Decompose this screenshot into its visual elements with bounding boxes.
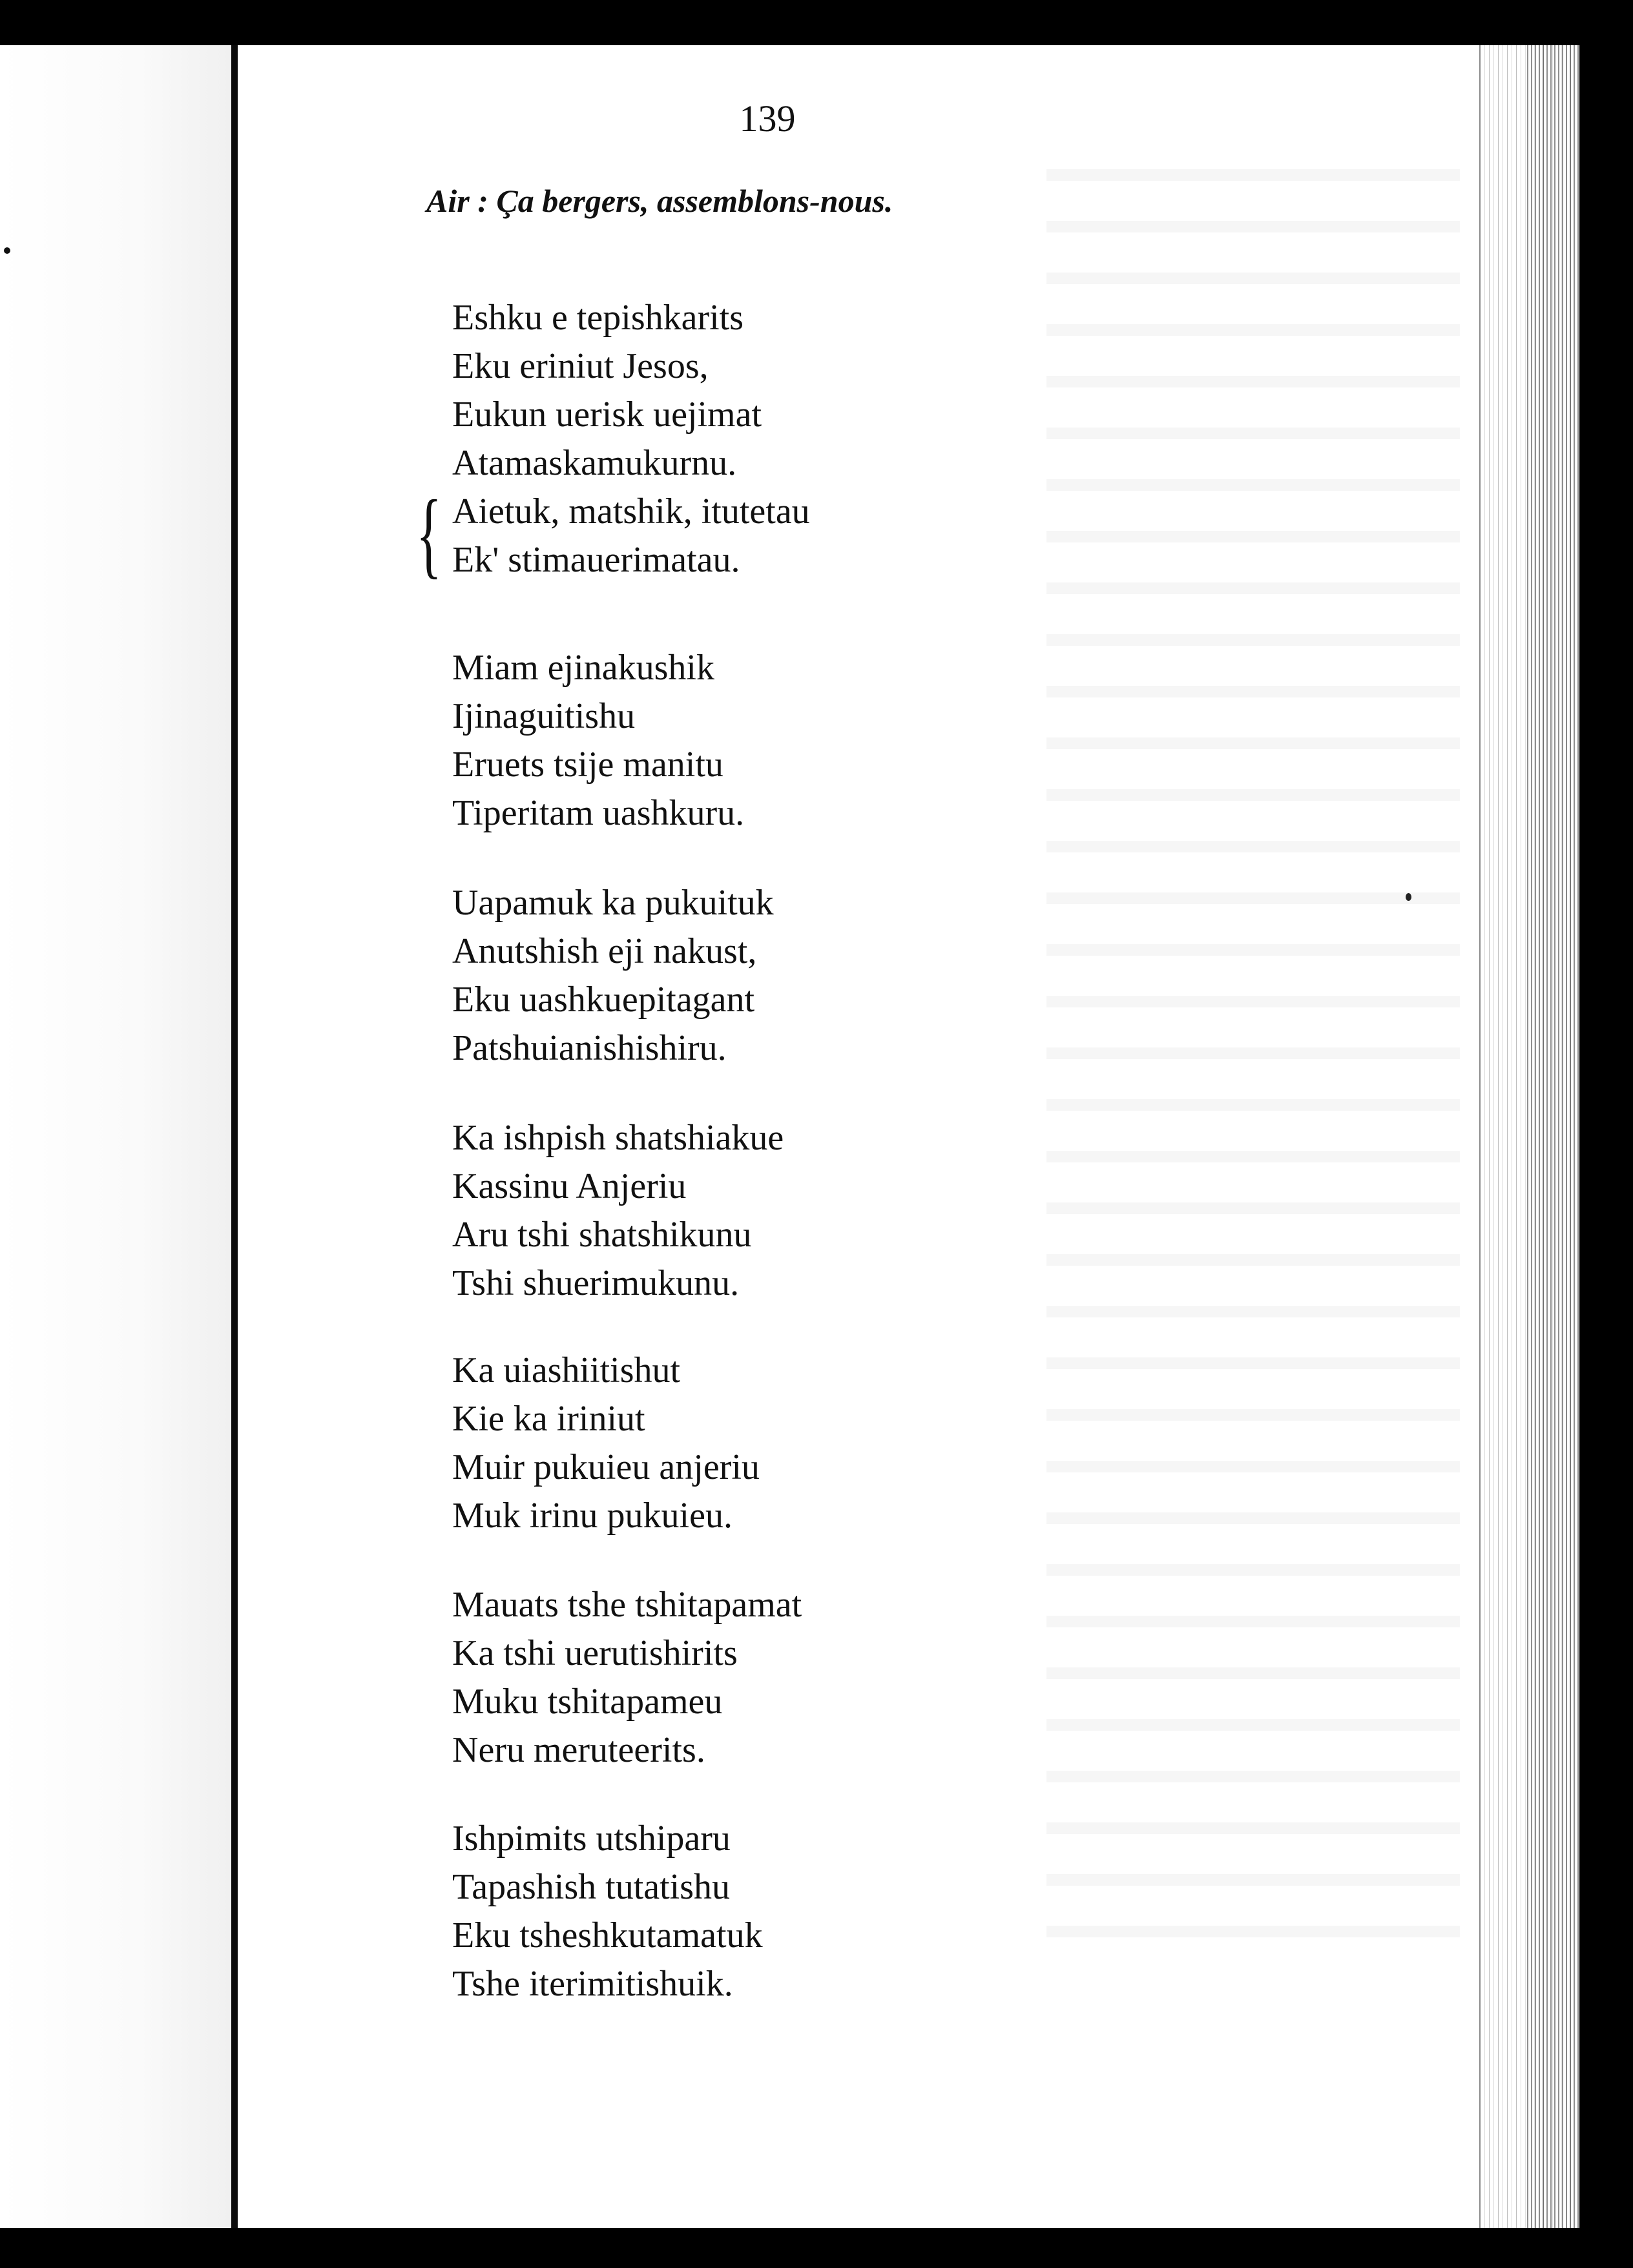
verse-line: Eku tsheshkutamatuk <box>452 1915 763 1955</box>
verse-line: Ka ishpish shatshiakue <box>452 1118 784 1158</box>
verse-line: Eku uashkuepitagant <box>452 980 755 1020</box>
page-number: 139 <box>739 98 796 139</box>
verse-line: Tapashish tutatishu <box>452 1867 731 1907</box>
verse-line: Miam ejinakushik <box>452 648 714 688</box>
scan-border-bottom <box>0 2228 1633 2268</box>
verse-line: Neru meruteerits. <box>452 1730 705 1770</box>
verse-line: Mauats tshe tshitapamat <box>452 1585 802 1625</box>
stanza-3 <box>452 879 774 1073</box>
ink-speck <box>1406 893 1411 901</box>
verse-line: Muir pukuieu anjeriu <box>452 1447 760 1487</box>
verse-line: Muk irinu pukuieu. <box>452 1496 733 1536</box>
scan-border-right <box>1579 0 1633 2268</box>
verse-line: Eku eriniut Jesos, <box>452 346 709 386</box>
page-fore-edge-lines <box>1524 45 1579 2228</box>
refrain-brace: { <box>416 480 442 588</box>
show-through-bleed <box>1046 129 1460 1937</box>
verse-line: Ka uiashiitishut <box>452 1350 681 1390</box>
verse-line: Eshku e tepishkarits <box>452 298 744 338</box>
verse-line: Atamaskamukurnu. <box>452 443 737 483</box>
verse-line: Tshi shuerimukunu. <box>452 1263 740 1303</box>
book-gutter <box>231 45 238 2228</box>
verse-line: Patshuianishishiru. <box>452 1028 727 1068</box>
stanza-7 <box>452 1815 763 2008</box>
verse-line: Ek' stimauerimatau. <box>452 540 740 580</box>
stanza-4 <box>452 1114 784 1308</box>
stanza-2 <box>452 644 744 838</box>
stanza-5 <box>452 1346 760 1540</box>
verse-line: Muku tshitapameu <box>452 1682 723 1722</box>
verse-line: Eukun uerisk uejimat <box>452 395 762 435</box>
verse-line: Uapamuk ka pukuituk <box>452 883 774 923</box>
verse-line: Tiperitam uashkuru. <box>452 793 745 833</box>
verse-line: Ishpimits utshiparu <box>452 1819 731 1859</box>
verse-line: Kie ka iriniut <box>452 1399 645 1439</box>
ink-speck <box>4 247 10 254</box>
verse-line: Ijinaguitishu <box>452 696 636 736</box>
verse-line: Kassinu Anjeriu <box>452 1166 687 1206</box>
verse-line: Eruets tsije manitu <box>452 745 723 785</box>
verse-line: Tshe iterimitishuik. <box>452 1964 733 2004</box>
verse-line: Aietuk, matshik, itutetau <box>452 491 810 531</box>
verse-line: Ka tshi uerutishirits <box>452 1633 738 1673</box>
stanza-1 <box>452 294 810 584</box>
verse-line: Aru tshi shatshikunu <box>452 1215 752 1255</box>
left-page-edge <box>0 45 231 2228</box>
scan-border-top <box>0 0 1633 45</box>
stanza-6 <box>452 1581 802 1775</box>
tune-title: Air : Ça bergers, assemblons-nous. <box>426 183 893 219</box>
verse-line: Anutshish eji nakust, <box>452 931 757 971</box>
